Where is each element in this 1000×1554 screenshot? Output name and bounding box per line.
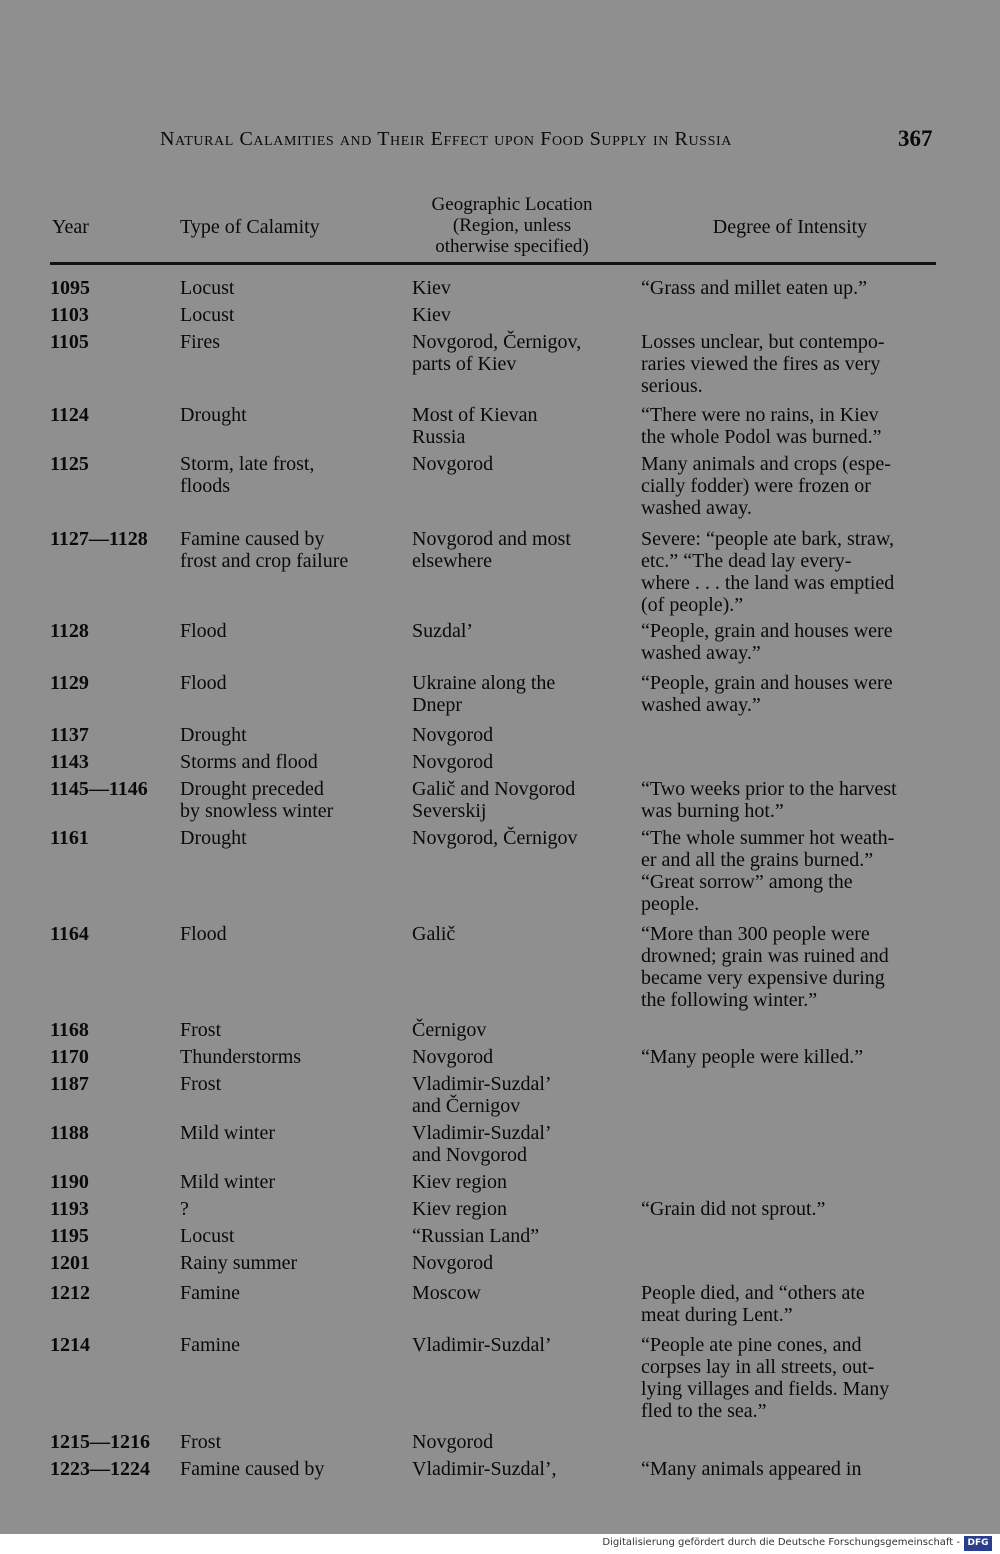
table-row <box>50 1073 936 1117</box>
table-row <box>50 724 936 748</box>
cell-location: Vladimir-Suzdal’, <box>412 1458 557 1480</box>
table-row <box>50 1046 936 1070</box>
cell-type: Mild winter <box>180 1171 275 1193</box>
cell-type: Famine <box>180 1334 240 1356</box>
table-row <box>50 528 936 616</box>
cell-type: Fires <box>180 331 220 353</box>
cell-year: 1137 <box>50 724 89 746</box>
cell-location: Novgorod <box>412 1252 494 1274</box>
column-header-type: Type of Calamity <box>180 216 320 238</box>
cell-location: Kiev region <box>412 1171 507 1193</box>
cell-year: 1193 <box>50 1198 89 1220</box>
cell-location: Moscow <box>412 1282 481 1304</box>
cell-degree: “Many animals appeared in <box>641 1458 862 1480</box>
table-row <box>50 672 936 716</box>
cell-year: 1145—1146 <box>50 778 148 800</box>
table-row <box>50 620 936 664</box>
cell-year: 1187 <box>50 1073 89 1095</box>
column-header-location: Geographic Location (Region, unless otherwise specified) <box>431 194 593 257</box>
cell-year: 1127—1128 <box>50 528 148 550</box>
cell-location: “Russian Land” <box>412 1225 540 1247</box>
cell-year: 1129 <box>50 672 89 694</box>
cell-location: Vladimir-Suzdal’ and Černigov <box>412 1073 552 1117</box>
digitization-footer <box>0 1534 1000 1554</box>
dfg-logo: DFG <box>964 1536 992 1551</box>
cell-location: Kiev region <box>412 1198 507 1220</box>
table-row <box>50 304 936 328</box>
cell-degree: Losses unclear, but contempo- raries viewed the fires as very serious. <box>641 331 885 397</box>
cell-location: Kiev <box>412 304 451 326</box>
cell-year: 1161 <box>50 827 89 849</box>
cell-location: Novgorod <box>412 1431 494 1453</box>
cell-degree: “More than 300 people were drowned; grain was ruined and became very expensive during the following winter.” <box>641 923 889 1011</box>
table-row <box>50 331 936 397</box>
cell-degree: “People, grain and houses were washed away.” <box>641 620 893 664</box>
cell-degree: Many animals and crops (espe- cially fodder) were frozen or washed away. <box>641 453 891 519</box>
table-row <box>50 1198 936 1222</box>
cell-location: Ukraine along the Dnepr <box>412 672 556 716</box>
cell-type: Storms and flood <box>180 751 318 773</box>
table-row <box>50 1334 936 1422</box>
cell-type: Flood <box>180 672 227 694</box>
cell-location: Galič <box>412 923 456 945</box>
cell-year: 1124 <box>50 404 89 426</box>
footer-credit: Digitalisierung gefördert durch die Deutsche Forschungsgemeinschaft - <box>602 1537 960 1548</box>
table-row <box>50 1122 936 1166</box>
cell-degree: “Two weeks prior to the harvest was burning hot.” <box>641 778 897 822</box>
table-row <box>50 827 936 915</box>
cell-year: 1103 <box>50 304 89 326</box>
cell-year: 1128 <box>50 620 89 642</box>
cell-location: Novgorod, Černigov <box>412 827 578 849</box>
column-header-degree: Degree of Intensity <box>712 216 868 238</box>
table-row <box>50 1252 936 1276</box>
table-row <box>50 1225 936 1249</box>
table-row <box>50 404 936 448</box>
cell-type: Thunderstorms <box>180 1046 302 1068</box>
cell-type: Drought preceded by snowless winter <box>180 778 334 822</box>
table-row <box>50 1171 936 1195</box>
cell-year: 1125 <box>50 453 89 475</box>
page-number: 367 <box>898 126 933 151</box>
cell-type: Mild winter <box>180 1122 275 1144</box>
cell-location: Vladimir-Suzdal’ and Novgorod <box>412 1122 552 1166</box>
cell-type: Frost <box>180 1073 222 1095</box>
cell-type: Frost <box>180 1019 222 1041</box>
table-row <box>50 1431 936 1455</box>
table-row <box>50 923 936 1011</box>
cell-type: Locust <box>180 277 235 299</box>
cell-type: Famine caused by frost and crop failure <box>180 528 349 572</box>
cell-type: Drought <box>180 724 247 746</box>
cell-type: Famine <box>180 1282 240 1304</box>
cell-degree: “People ate pine cones, and corpses lay in all streets, out- lying villages and fields. Many fled to the sea.” <box>641 1334 890 1422</box>
cell-location: Novgorod <box>412 751 494 773</box>
cell-location: Most of Kievan Russia <box>412 404 538 448</box>
table-row <box>50 1019 936 1043</box>
cell-year: 1214 <box>50 1334 90 1356</box>
cell-location: Novgorod <box>412 724 494 746</box>
table-row <box>50 778 936 822</box>
cell-degree: “There were no rains, in Kiev the whole Podol was burned.” <box>641 404 882 448</box>
cell-degree: “Many people were killed.” <box>641 1046 864 1068</box>
cell-location: Galič and Novgorod Severskij <box>412 778 576 822</box>
cell-year: 1170 <box>50 1046 89 1068</box>
cell-type: Storm, late frost, floods <box>180 453 315 497</box>
cell-degree: “Grass and millet eaten up.” <box>641 277 868 299</box>
cell-type: ? <box>180 1198 189 1220</box>
cell-location: Vladimir-Suzdal’ <box>412 1334 552 1356</box>
table-row <box>50 1458 936 1482</box>
cell-type: Drought <box>180 404 247 426</box>
cell-type: Flood <box>180 923 227 945</box>
column-header-year: Year <box>52 216 89 238</box>
cell-year: 1223—1224 <box>50 1458 150 1480</box>
cell-type: Drought <box>180 827 247 849</box>
table-row <box>50 277 936 301</box>
table-row <box>50 751 936 775</box>
cell-type: Rainy summer <box>180 1252 298 1274</box>
cell-year: 1201 <box>50 1252 90 1274</box>
cell-degree: “Grain did not sprout.” <box>641 1198 826 1220</box>
table-row <box>50 1282 936 1326</box>
cell-year: 1212 <box>50 1282 90 1304</box>
cell-type: Flood <box>180 620 227 642</box>
cell-location: Novgorod <box>412 1046 494 1068</box>
cell-location: Černigov <box>412 1019 487 1041</box>
cell-location: Kiev <box>412 277 451 299</box>
cell-year: 1164 <box>50 923 89 945</box>
cell-year: 1215—1216 <box>50 1431 150 1453</box>
running-title: Natural Calamities and Their Effect upon Food Supply in Russia <box>160 128 732 150</box>
cell-year: 1168 <box>50 1019 89 1041</box>
cell-year: 1188 <box>50 1122 89 1144</box>
cell-location: Novgorod, Černigov, parts of Kiev <box>412 331 582 375</box>
cell-year: 1190 <box>50 1171 89 1193</box>
table-row <box>50 453 936 519</box>
cell-type: Locust <box>180 304 235 326</box>
cell-degree: “People, grain and houses were washed away.” <box>641 672 893 716</box>
header-rule <box>50 262 936 265</box>
cell-degree: Severe: “people ate bark, straw, etc.” “The dead lay every- where . . . the land was emptied (of people).” <box>641 528 895 616</box>
cell-type: Famine caused by <box>180 1458 325 1480</box>
cell-location: Novgorod <box>412 453 494 475</box>
cell-year: 1105 <box>50 331 89 353</box>
cell-type: Frost <box>180 1431 222 1453</box>
cell-year: 1143 <box>50 751 89 773</box>
cell-location: Suzdal’ <box>412 620 474 642</box>
cell-degree: People died, and “others ate meat during Lent.” <box>641 1282 865 1326</box>
cell-location: Novgorod and most elsewhere <box>412 528 571 572</box>
cell-year: 1195 <box>50 1225 89 1247</box>
cell-year: 1095 <box>50 277 90 299</box>
cell-type: Locust <box>180 1225 235 1247</box>
cell-degree: “The whole summer hot weath- er and all the grains burned.” “Great sorrow” among the people. <box>641 827 895 915</box>
table-header <box>50 192 936 258</box>
